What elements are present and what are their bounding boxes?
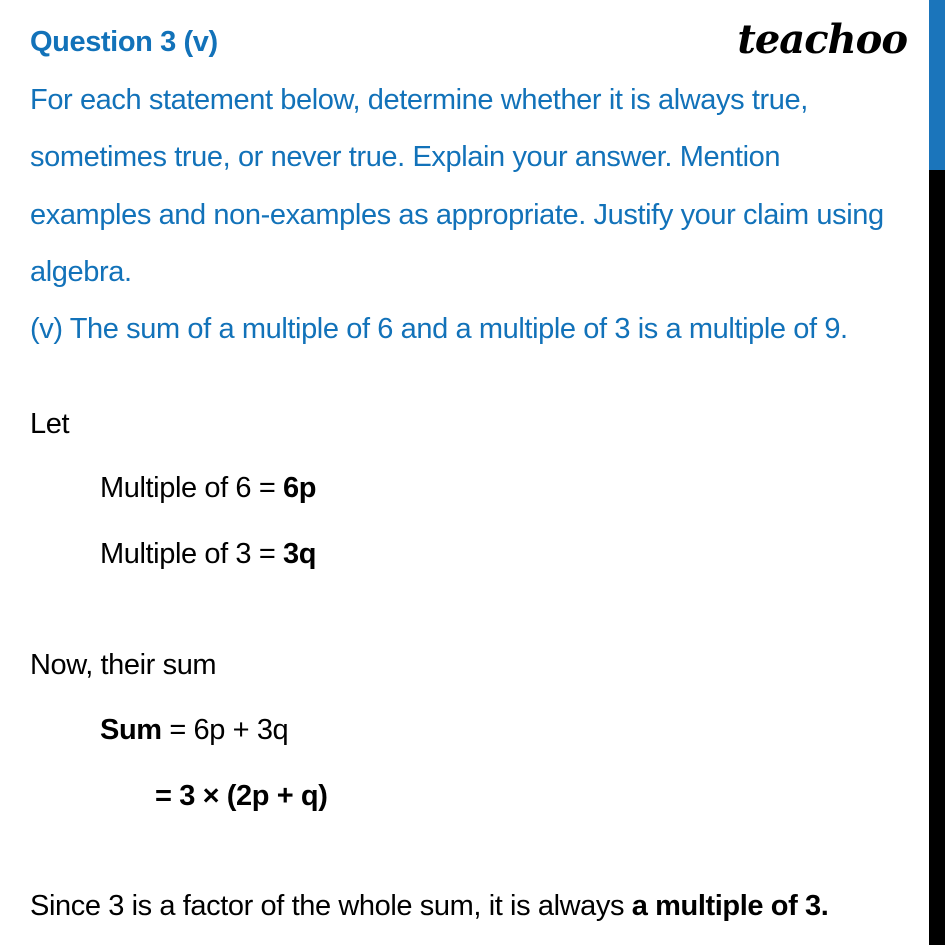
question-statement-v: (v) The sum of a multiple of 6 and a multiple of 3 is a multiple of 9. [30, 313, 848, 345]
multiple3-value: 3q [283, 538, 317, 570]
right-edge-bar-black [929, 170, 945, 945]
solution-multiple-of-6 [100, 470, 316, 506]
solution-multiple-of-3 [100, 536, 316, 572]
sum-expression: = 6p + 3q [161, 714, 289, 746]
solution-conclusion [30, 888, 828, 924]
question-title: Question 3 (v) [30, 26, 218, 58]
conclusion-bold: a multiple of 3. [631, 890, 829, 922]
sum-label: Sum [100, 714, 162, 746]
multiple6-prefix: Multiple of 6 = [100, 472, 284, 504]
question-text-line-2: sometimes true, or never true. Explain your answer. Mention [30, 141, 781, 173]
multiple3-prefix: Multiple of 3 = [100, 538, 284, 570]
question-text-line-1: For each statement below, determine whether it is always true, [30, 84, 808, 116]
conclusion-prefix: Since 3 is a factor of the whole sum, it is always [30, 890, 632, 922]
solution-let-label: Let [30, 408, 70, 440]
teachoo-logo: teachoo [737, 16, 907, 63]
multiple6-value: 6p [283, 472, 317, 504]
question-text-line-4: algebra. [30, 256, 132, 288]
right-edge-bar-blue [929, 0, 945, 170]
solution-now-their-sum: Now, their sum [30, 649, 217, 681]
solution-sum-equation [100, 712, 288, 748]
question-text-line-3: examples and non-examples as appropriate. Justify your claim using [30, 199, 884, 231]
solution-factored-equation: = 3 × (2p + q) [155, 780, 328, 812]
